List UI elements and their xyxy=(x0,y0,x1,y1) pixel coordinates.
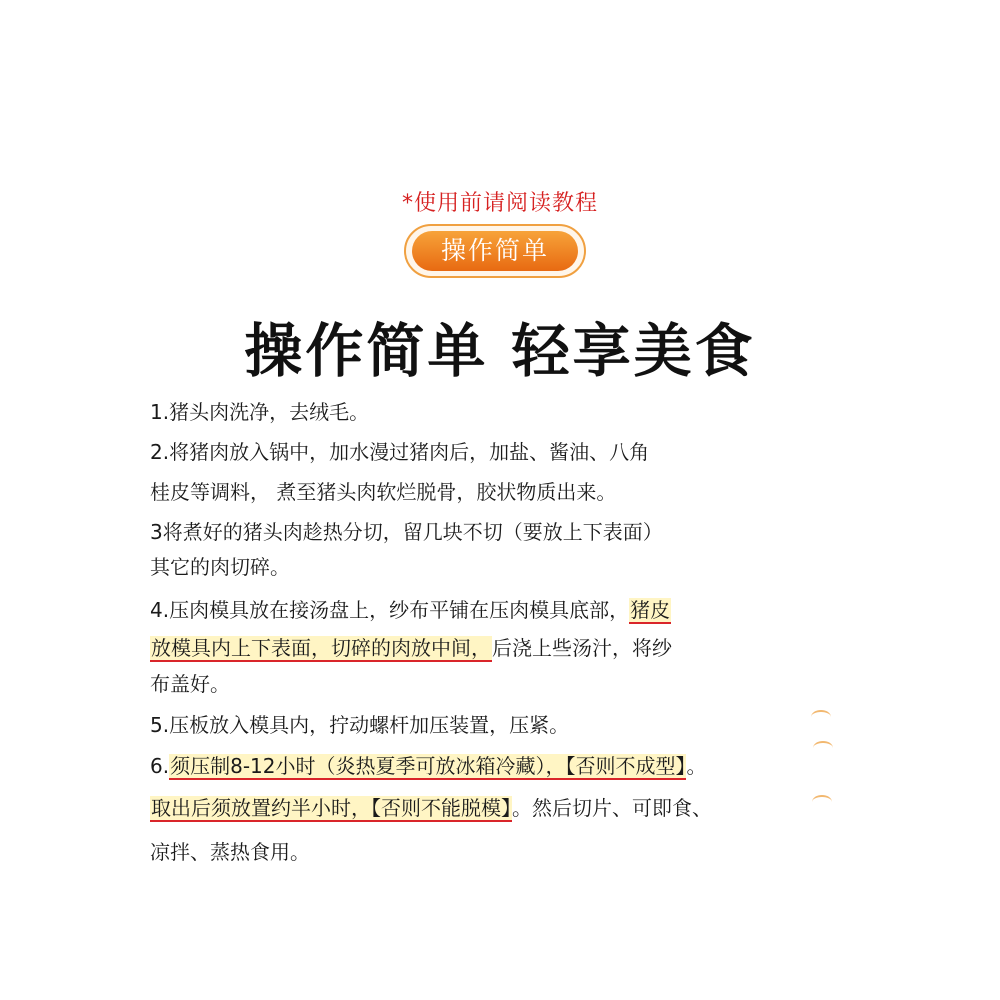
step-4-line-3: 布盖好。 xyxy=(150,672,230,696)
step-6-line-3: 凉拌、蒸热食用。 xyxy=(150,840,310,864)
step-5: 5.压板放入模具内，拧动螺杆加压装置，压紧。 xyxy=(150,713,570,737)
step-6-line-2 xyxy=(150,791,712,825)
step-6-highlight-b: 取出后须放置约半小时，【否则不能脱模】 xyxy=(151,796,511,820)
step-4-line-1 xyxy=(150,593,671,627)
page-title: 操作简单 轻享美食 xyxy=(244,317,756,385)
step-6-text: 。 xyxy=(686,754,707,778)
step-2-line-2: 桂皮等调料， 煮至猪头肉软烂脱骨，胶状物质出来。 xyxy=(150,480,617,504)
step-2-line-1: 2.将猪肉放入锅中，加水漫过猪肉后，加盐、酱油、八角 xyxy=(150,440,650,464)
step-6-line-1 xyxy=(150,749,706,783)
step-3-line-2: 其它的肉切碎。 xyxy=(150,555,290,579)
badge-label: 操作简单 xyxy=(412,231,578,271)
step-6-prefix: 6. xyxy=(150,754,170,778)
step-4-text: 4.压肉模具放在接汤盘上，纱布平铺在压肉模具底部， xyxy=(150,598,630,622)
step-4-line-2 xyxy=(150,631,672,665)
decorative-arc xyxy=(812,795,832,809)
decorative-arc xyxy=(811,710,831,724)
step-6-highlight-a: 须压制8-12小时（炎热夏季可放冰箱冷藏），【否则不成型】 xyxy=(170,754,686,778)
read-tutorial-notice: *使用前请阅读教程 xyxy=(401,191,598,216)
decorative-arc xyxy=(813,741,833,755)
step-4-text-post: 后浇上些汤汁，将纱 xyxy=(492,636,672,660)
step-3-line-1: 3将煮好的猪头肉趁热分切，留几块不切（要放上下表面） xyxy=(150,520,663,544)
operation-simple-badge xyxy=(404,224,586,278)
step-1: 1.猪头肉洗净，去绒毛。 xyxy=(150,400,370,424)
step-6-text-post: 。然后切片、可即食、 xyxy=(512,796,712,820)
step-4-highlight-a: 猪皮 xyxy=(630,598,671,622)
step-4-highlight-b: 放模具内上下表面，切碎的肉放中间， xyxy=(151,636,491,660)
